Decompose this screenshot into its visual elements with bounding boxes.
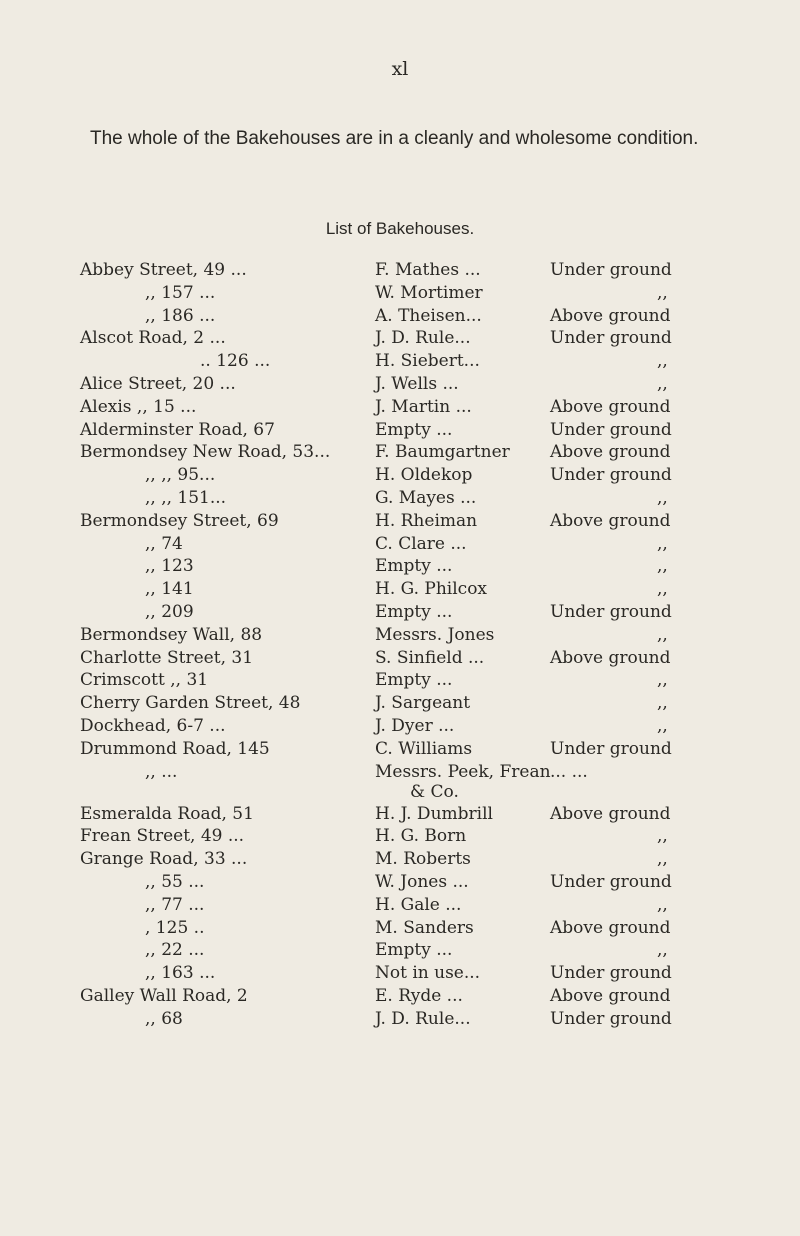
bakehouse-status: [550, 670, 668, 690]
occupier-name: W. Jones ...: [375, 871, 469, 892]
status-text: Above ground: [550, 917, 671, 938]
bakehouse-list: [0, 260, 800, 1032]
bakehouse-occupier: [375, 283, 483, 303]
occupier-name: H. G. Philcox: [375, 579, 488, 600]
bakehouse-occupier: [375, 397, 472, 417]
bakehouse-status: [550, 442, 671, 462]
bakehouse-occupier: [375, 986, 463, 1006]
bakehouse-location: ,, 186 ...: [145, 305, 216, 326]
occupier-name: J. Martin ...: [375, 396, 472, 417]
status-text: ,,: [657, 940, 668, 961]
status-text: ,,: [657, 715, 668, 736]
bakehouse-occupier: [375, 1009, 471, 1029]
bakehouse-status: [550, 602, 672, 622]
bakehouse-status: [550, 351, 668, 371]
status-text: Above ground: [550, 305, 671, 326]
bakehouse-location: , 125 ..: [145, 917, 205, 938]
occupier-name: Empty ...: [375, 419, 453, 440]
bakehouse-occupier: [375, 579, 487, 599]
bakehouse-occupier: [375, 918, 474, 938]
bakehouse-status: [550, 579, 668, 599]
status-text: ,,: [657, 849, 668, 870]
bakehouse-status: [550, 716, 668, 736]
occupier-name: M. Roberts: [375, 849, 471, 870]
bakehouse-occupier: [375, 762, 551, 802]
bakehouse-status: [550, 648, 671, 668]
list-item: [0, 306, 800, 329]
status-text: Under ground: [550, 328, 672, 349]
list-item: [0, 488, 800, 511]
page-number: xl: [391, 58, 409, 80]
list-item: [0, 716, 800, 739]
bakehouse-location: ,, 157 ...: [145, 282, 216, 303]
bakehouse-occupier: [375, 420, 452, 440]
bakehouse-occupier: [375, 442, 510, 462]
list-item: [0, 918, 800, 941]
list-item: [0, 602, 800, 625]
status-text: ,,: [657, 351, 668, 372]
occupier-name: F. Mathes ...: [375, 260, 481, 280]
bakehouse-status: [550, 849, 668, 869]
occupier-name: F. Baumgartner: [375, 442, 510, 463]
bakehouse-occupier: [375, 826, 466, 846]
occupier-name: J. Wells ...: [375, 373, 459, 394]
bakehouse-status: [550, 283, 668, 303]
status-text: ,,: [657, 487, 668, 508]
bakehouse-location: ,, 209: [145, 601, 194, 622]
bakehouse-status: [550, 963, 672, 983]
occupier-name: J. Dyer ...: [375, 715, 455, 736]
list-item: [0, 465, 800, 488]
list-item: [0, 420, 800, 443]
status-text: Above ground: [550, 442, 671, 463]
bakehouse-location: ,, 77 ...: [145, 894, 205, 915]
occupier-name: C. Williams: [375, 738, 473, 759]
bakehouse-occupier: [375, 739, 472, 759]
list-item: [0, 1009, 800, 1032]
occupier-name: Empty ...: [375, 940, 453, 961]
bakehouse-status: [550, 260, 672, 280]
list-item: [0, 283, 800, 306]
bakehouse-occupier: [375, 625, 494, 645]
bakehouse-status: [550, 918, 671, 938]
bakehouse-occupier: [375, 602, 452, 622]
occupier-name: Messrs. Peek, Frean: [375, 761, 551, 782]
bakehouse-location: Grange Road, 33 ...: [80, 849, 248, 870]
bakehouse-location: ,, 123: [145, 556, 194, 577]
list-item: [0, 739, 800, 762]
bakehouse-occupier: [375, 872, 469, 892]
bakehouse-status: [550, 374, 668, 394]
bakehouse-status: [550, 534, 668, 554]
list-item: [0, 986, 800, 1009]
list-item: [0, 511, 800, 534]
bakehouse-location: Galley Wall Road, 2: [80, 985, 248, 1006]
bakehouse-occupier: [375, 260, 481, 280]
list-item: [0, 940, 800, 963]
intro-paragraph: The whole of the Bakehouses are in a cleanly and wholesome condition.: [90, 128, 699, 149]
occupier-name: Not in use...: [375, 963, 481, 984]
status-text: ,,: [657, 282, 668, 303]
bakehouse-occupier: [375, 693, 470, 713]
status-text: Above ground: [550, 396, 671, 417]
bakehouse-occupier: [375, 351, 480, 371]
list-item: [0, 260, 800, 283]
bakehouse-location: Bermondsey New Road, 53...: [80, 442, 331, 463]
list-item: [0, 849, 800, 872]
status-text: ,,: [657, 533, 668, 554]
bakehouse-location: Cherry Garden Street, 48: [80, 693, 301, 714]
occupier-name: E. Ryde ...: [375, 985, 463, 1006]
bakehouse-location: Alice Street, 20 ...: [80, 373, 236, 394]
bakehouse-status: [550, 511, 671, 531]
list-item: [0, 895, 800, 918]
list-heading: List of Bakehouses.: [325, 219, 475, 238]
list-item: [0, 556, 800, 579]
status-text: Under ground: [550, 963, 672, 984]
bakehouse-occupier: [375, 306, 482, 326]
status-text: Under ground: [550, 465, 672, 486]
occupier-name: H. G. Born: [375, 826, 467, 847]
list-item: [0, 328, 800, 351]
status-text: ,,: [657, 579, 668, 600]
status-text: Above ground: [550, 647, 671, 668]
list-item: [0, 804, 800, 827]
status-text: Under ground: [550, 419, 672, 440]
bakehouse-status: [550, 739, 672, 759]
bakehouse-status: [550, 826, 668, 846]
occupier-name: Empty ...: [375, 601, 453, 622]
bakehouse-status: [550, 556, 668, 576]
status-text: Above ground: [550, 803, 671, 824]
list-item: [0, 872, 800, 895]
bakehouse-location: ,, 163 ...: [145, 963, 216, 984]
status-text: Under ground: [550, 1008, 672, 1029]
bakehouse-status: [550, 625, 668, 645]
occupier-name: Messrs. Jones: [375, 624, 495, 645]
bakehouse-occupier: [375, 488, 476, 508]
bakehouse-status: [550, 762, 588, 782]
status-text: Above ground: [550, 510, 671, 531]
status-text: ,,: [657, 670, 668, 691]
list-item: [0, 625, 800, 648]
bakehouse-status: [550, 804, 671, 824]
list-item: [0, 351, 800, 374]
status-text: ,,: [657, 373, 668, 394]
bakehouse-location: Drummond Road, 145: [80, 738, 270, 759]
bakehouse-occupier: [375, 556, 452, 576]
bakehouse-occupier: [375, 328, 471, 348]
bakehouse-location: Alexis ,, 15 ...: [80, 396, 197, 417]
bakehouse-location: Bermondsey Street, 69: [80, 510, 279, 531]
occupier-name: H. J. Dumbrill: [375, 803, 493, 824]
bakehouse-location: ,, ,, 151...: [145, 487, 227, 508]
occupier-name: A. Theisen...: [375, 305, 482, 326]
bakehouse-status: [550, 465, 672, 485]
bakehouse-occupier: [375, 895, 461, 915]
bakehouse-occupier: [375, 511, 477, 531]
bakehouse-status: [550, 986, 671, 1006]
list-item: [0, 963, 800, 986]
bakehouse-occupier: [375, 648, 484, 668]
status-text: Under ground: [550, 601, 672, 622]
occupier-name-continued: & Co.: [410, 781, 459, 802]
bakehouse-location: Alscot Road, 2 ...: [80, 328, 226, 349]
bakehouse-occupier: [375, 940, 452, 960]
bakehouse-occupier: [375, 534, 467, 554]
bakehouse-location: .. 126 ...: [200, 351, 271, 372]
list-item: [0, 670, 800, 693]
occupier-name: J. Sargeant: [375, 693, 471, 714]
bakehouse-location: Abbey Street, 49 ...: [80, 260, 247, 280]
bakehouse-status: [550, 693, 668, 713]
occupier-name: H. Rheiman: [375, 510, 478, 531]
list-item: [0, 534, 800, 557]
bakehouse-location: ,, ,, 95...: [145, 465, 216, 486]
bakehouse-status: [550, 488, 668, 508]
occupier-name: H. Siebert...: [375, 351, 480, 372]
status-text: Above ground: [550, 985, 671, 1006]
bakehouse-status: [550, 328, 672, 348]
list-item: [0, 579, 800, 602]
list-item: [0, 397, 800, 420]
bakehouse-status: [550, 420, 672, 440]
status-text: ,,: [657, 826, 668, 847]
bakehouse-occupier: [375, 716, 454, 736]
status-text: Under ground: [550, 871, 672, 892]
status-text: ,,: [657, 624, 668, 645]
list-item: [0, 442, 800, 465]
status-text: ,,: [657, 693, 668, 714]
bakehouse-occupier: [375, 963, 480, 983]
bakehouse-status: [550, 1009, 672, 1029]
status-text: ,,: [657, 556, 668, 577]
occupier-name: J. D. Rule...: [375, 1008, 471, 1029]
bakehouse-location: Alderminster Road, 67: [80, 419, 275, 440]
bakehouse-occupier: [375, 804, 493, 824]
bakehouse-occupier: [375, 465, 472, 485]
bakehouse-status: [550, 872, 672, 892]
occupier-name: W. Mortimer: [375, 282, 483, 303]
bakehouse-location: Esmeralda Road, 51: [80, 803, 254, 824]
bakehouse-location: ,, ...: [145, 761, 178, 782]
bakehouse-location: Charlotte Street, 31: [80, 647, 254, 668]
bakehouse-status: [550, 940, 668, 960]
occupier-name: G. Mayes ...: [375, 487, 477, 508]
bakehouse-location: Bermondsey Wall, 88: [80, 624, 263, 645]
bakehouse-location: Dockhead, 6-7 ...: [80, 715, 226, 736]
bakehouse-status: [550, 895, 668, 915]
bakehouse-status: [550, 397, 671, 417]
occupier-name: H. Oldekop: [375, 465, 473, 486]
status-text: ,,: [657, 894, 668, 915]
list-item: [0, 374, 800, 397]
occupier-name: Empty ...: [375, 556, 453, 577]
bakehouse-status: [550, 306, 671, 326]
occupier-name: C. Clare ...: [375, 533, 467, 554]
bakehouse-location: ,, 55 ...: [145, 871, 205, 892]
status-text: ... ...: [550, 761, 588, 782]
list-item: [0, 826, 800, 849]
occupier-name: M. Sanders: [375, 917, 474, 938]
bakehouse-location: ,, 68: [145, 1008, 183, 1029]
status-text: Under ground: [550, 260, 672, 280]
bakehouse-location: Crimscott ,, 31: [80, 670, 209, 691]
status-text: Under ground: [550, 738, 672, 759]
bakehouse-location: ,, 141: [145, 579, 194, 600]
occupier-name: Empty ...: [375, 670, 453, 691]
bakehouse-occupier: [375, 670, 452, 690]
list-item: [0, 762, 800, 804]
list-item: [0, 648, 800, 671]
bakehouse-occupier: [375, 849, 471, 869]
list-item: [0, 693, 800, 716]
occupier-name: S. Sinfield ...: [375, 647, 485, 668]
bakehouse-location: ,, 74: [145, 533, 183, 554]
occupier-name: H. Gale ...: [375, 894, 462, 915]
bakehouse-location: Frean Street, 49 ...: [80, 826, 245, 847]
bakehouse-location: ,, 22 ...: [145, 940, 205, 961]
occupier-name: J. D. Rule...: [375, 328, 471, 349]
bakehouse-occupier: [375, 374, 459, 394]
